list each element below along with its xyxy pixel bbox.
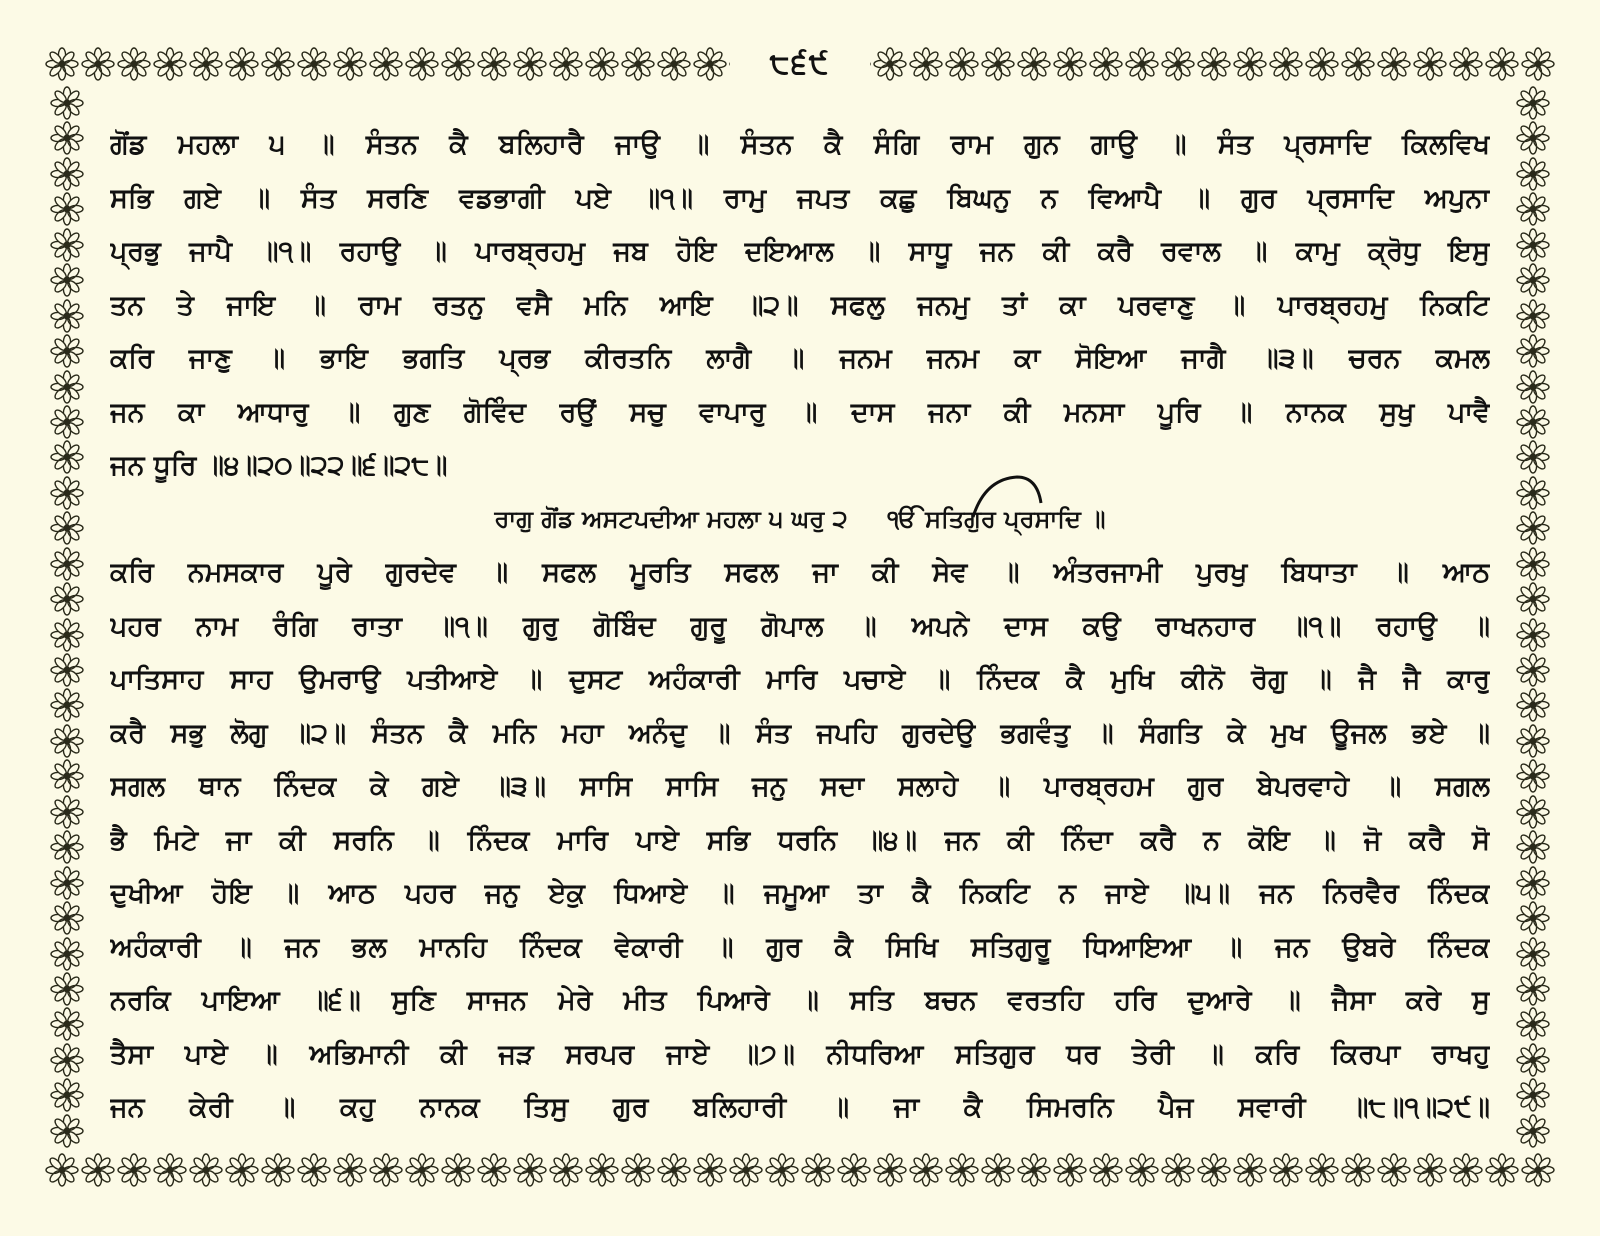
flower-ornament-icon (1516, 795, 1550, 829)
flower-ornament-icon (1516, 688, 1550, 722)
flower-ornament-icon (1413, 1153, 1447, 1187)
text-line: ਅਹੰਕਾਰੀ ॥ ਜਨ ਭਲ ਮਾਨਹਿ ਨਿੰਦਕ ਵੇਕਾਰੀ ॥ ਗੁਰ ਕੈ ਸਿਖਿ ਸਤਿਗੁਰੂ ਧਿਆਇਆ ॥ ਜਨ ਉਬਰੇ ਨਿੰਦਕ (110, 931, 1490, 963)
flower-ornament-icon (50, 582, 84, 616)
flower-ornament-icon (1516, 972, 1550, 1006)
flower-ornament-icon (1233, 47, 1267, 81)
text-line: ਭੈ ਮਿਟੇ ਜਾ ਕੀ ਸਰਨਿ ॥ ਨਿੰਦਕ ਮਾਰਿ ਪਾਏ ਸਭਿ ਧਰਨਿ ॥੪॥ ਜਨ ਕੀ ਨਿੰਦਾ ਕਰੈ ਨ ਕੋਇ ॥ ਜੋ ਕਰੈ ਸੋ (110, 824, 1490, 856)
flower-ornament-icon (585, 1153, 619, 1187)
border-left (45, 86, 89, 1148)
mool-mantar-heading: ੴ ਸਤਿਗੁਰ ਪ੍ਰਸਾਦਿ ॥ (887, 504, 1106, 533)
text-line: ਕਰੈ ਸਭੁ ਲੋਗੁ ॥੨॥ ਸੰਤਨ ਕੈ ਮਨਿ ਮਹਾ ਅਨੰਦੁ ॥ ਸੰਤ ਜਪਹਿ ਗੁਰਦੇਉ ਭਗਵੰਤੁ ॥ ਸੰਗਤਿ ਕੇ ਮੁਖ ਊਜਲ ਭਏ ॥ (110, 717, 1490, 749)
flower-ornament-icon (405, 1153, 439, 1187)
flower-ornament-icon (585, 47, 619, 81)
flower-ornament-icon (261, 1153, 295, 1187)
border-right (1511, 86, 1555, 1148)
flower-ornament-icon (50, 334, 84, 368)
flower-ornament-icon (1516, 228, 1550, 262)
stanza-2 (110, 546, 1490, 1135)
flower-ornament-icon (1516, 192, 1550, 226)
text-line: ਕਰਿ ਨਮਸਕਾਰ ਪੂਰੇ ਗੁਰਦੇਵ ॥ ਸਫਲ ਮੂਰਤਿ ਸਫਲ ਜਾ ਕੀ ਸੇਵ ॥ ਅੰਤਰਜਾਮੀ ਪੁਰਖੁ ਬਿਧਾਤਾ ॥ ਆਠ (110, 557, 1490, 588)
flower-ornament-icon (1413, 47, 1447, 81)
flower-ornament-icon (1516, 263, 1550, 297)
flower-ornament-icon (1516, 937, 1550, 971)
flower-ornament-icon (1233, 1153, 1267, 1187)
flower-ornament-icon (1161, 1153, 1195, 1187)
raag-heading: ਰਾਗੁ ਗੋਂਡ ਅਸਟਪਦੀਆ ਮਹਲਾ ੫ ਘਰੁ ੨ (494, 504, 848, 533)
flower-ornament-icon (50, 511, 84, 545)
flower-ornament-icon (369, 1153, 403, 1187)
flower-ornament-icon (945, 1153, 979, 1187)
flower-ornament-icon (1516, 299, 1550, 333)
flower-ornament-icon (1516, 440, 1550, 474)
flower-ornament-icon (1449, 1153, 1483, 1187)
flower-ornament-icon (1053, 47, 1087, 81)
flower-ornament-icon (225, 47, 259, 81)
flower-ornament-icon (693, 1153, 727, 1187)
flower-ornament-icon (1521, 47, 1555, 81)
text-line: ਗੋਂਡ ਮਹਲਾ ੫ ॥ ਸੰਤਨ ਕੈ ਬਲਿਹਾਰੈ ਜਾਉ ॥ ਸੰਤਨ ਕੈ ਸੰਗਿ ਰਾਮ ਗੁਨ ਗਾਉ ॥ ਸੰਤ ਪ੍ਰਸਾਦਿ ਕਿਲਵਿਖ (110, 129, 1490, 160)
flower-ornament-icon (1516, 511, 1550, 545)
flower-ornament-icon (621, 1153, 655, 1187)
flower-ornament-icon (909, 1153, 943, 1187)
text-line: ਦੁਖੀਆ ਹੋਇ ॥ ਆਠ ਪਹਰ ਜਨੁ ਏਕੁ ਧਿਆਏ ॥ ਜਮੂਆ ਤਾ ਕੈ ਨਿਕਟਿ ਨ ਜਾਏ ॥੫॥ ਜਨ ਨਿਰਵੈਰ ਨਿੰਦਕ (110, 878, 1490, 909)
flower-ornament-icon (1516, 370, 1550, 404)
flower-ornament-icon (873, 47, 907, 81)
flower-ornament-icon (909, 47, 943, 81)
flower-ornament-icon (837, 1153, 871, 1187)
flower-ornament-icon (1516, 1043, 1550, 1077)
flower-ornament-icon (1197, 1153, 1231, 1187)
flower-ornament-icon (477, 47, 511, 81)
text-line: ਪ੍ਰਭੁ ਜਾਪੈ ॥੧॥ ਰਹਾਉ ॥ ਪਾਰਬ੍ਰਹਮੁ ਜਬ ਹੋਇ ਦਇਆਲ ॥ ਸਾਧੂ ਜਨ ਕੀ ਕਰੈ ਰਵਾਲ ॥ ਕਾਮੁ ਕ੍ਰੋਧੁ ਇਸੁ (110, 236, 1490, 267)
flower-ornament-icon (1377, 1153, 1411, 1187)
flower-ornament-icon (657, 1153, 691, 1187)
flower-ornament-icon (1516, 866, 1550, 900)
flower-ornament-icon (1341, 47, 1375, 81)
flower-ornament-icon (1089, 1153, 1123, 1187)
flower-ornament-icon (1161, 47, 1195, 81)
flower-ornament-icon (50, 299, 84, 333)
flower-ornament-icon (261, 47, 295, 81)
flower-ornament-icon (45, 47, 79, 81)
flower-ornament-icon (50, 121, 84, 155)
flower-ornament-icon (729, 1153, 763, 1187)
flower-ornament-icon (50, 440, 84, 474)
flower-ornament-icon (441, 47, 475, 81)
text-body (110, 118, 1490, 1135)
flower-ornament-icon (50, 157, 84, 191)
flower-ornament-icon (297, 47, 331, 81)
flower-ornament-icon (1516, 121, 1550, 155)
flower-ornament-icon (1485, 1153, 1519, 1187)
flower-ornament-icon (1521, 1153, 1555, 1187)
flower-ornament-icon (50, 476, 84, 510)
text-line: ਪਹਰ ਨਾਮ ਰੰਗਿ ਰਾਤਾ ॥੧॥ ਗੁਰੁ ਗੋਬਿੰਦ ਗੁਰੂ ਗੋਪਾਲ ॥ ਅਪਨੇ ਦਾਸ ਕਉ ਰਾਖਨਹਾਰ ॥੧॥ ਰਹਾਉ ॥ (110, 610, 1490, 642)
page-number: ੮੬੯ (769, 45, 831, 81)
flower-ornament-icon (801, 1153, 835, 1187)
flower-ornament-icon (1269, 47, 1303, 81)
flower-ornament-icon (81, 47, 115, 81)
flower-ornament-icon (153, 1153, 187, 1187)
flower-ornament-icon (333, 47, 367, 81)
flower-ornament-icon (1089, 47, 1123, 81)
text-line: ਕਰਿ ਜਾਣੁ ॥ ਭਾਇ ਭਗਤਿ ਪ੍ਰਭ ਕੀਰਤਨਿ ਲਾਗੈ ॥ ਜਨਮ ਜਨਮ ਕਾ ਸੋਇਆ ਜਾਗੈ ॥੩॥ ਚਰਨ ਕਮਲ (110, 343, 1490, 374)
flower-ornament-icon (1516, 724, 1550, 758)
flower-ornament-icon (1017, 47, 1051, 81)
flower-ornament-icon (1516, 901, 1550, 935)
flower-ornament-icon (50, 263, 84, 297)
flower-ornament-icon (441, 1153, 475, 1187)
flower-ornament-icon (1516, 618, 1550, 652)
flower-ornament-icon (1516, 582, 1550, 616)
flower-ornament-icon (765, 1153, 799, 1187)
text-line: ਜਨ ਕਾ ਆਧਾਰੁ ॥ ਗੁਣ ਗੋਵਿੰਦ ਰਉਂ ਸਚੁ ਵਾਪਾਰੁ ॥ ਦਾਸ ਜਨਾ ਕੀ ਮਨਸਾ ਪੂਰਿ ॥ ਨਾਨਕ ਸੁਖੁ ਪਾਵੈ (110, 396, 1490, 428)
flower-ornament-icon (189, 1153, 223, 1187)
text-line: ਸਭਿ ਗਏ ॥ ਸੰਤ ਸਰਣਿ ਵਡਭਾਗੀ ਪਏ ॥੧॥ ਰਾਮੁ ਜਪਤ ਕਛੁ ਬਿਘਨੁ ਨ ਵਿਆਪੈ ॥ ਗੁਰ ਪ੍ਰਸਾਦਿ ਅਪੁਨਾ (110, 182, 1490, 214)
flower-ornament-icon (1125, 47, 1159, 81)
flower-ornament-icon (50, 937, 84, 971)
flower-ornament-icon (50, 866, 84, 900)
flower-ornament-icon (117, 47, 151, 81)
flower-ornament-icon (1305, 47, 1339, 81)
section-heading (110, 493, 1490, 547)
flower-ornament-icon (50, 724, 84, 758)
flower-ornament-icon (1516, 334, 1550, 368)
flower-ornament-icon (50, 972, 84, 1006)
flower-ornament-icon (50, 1078, 84, 1112)
text-line: ਤਨ ਤੇ ਜਾਇ ॥ ਰਾਮ ਰਤਨੁ ਵਸੈ ਮਨਿ ਆਇ ॥੨॥ ਸਫਲੁ ਜਨਮੁ ਤਾਂ ਕਾ ਪਰਵਾਣੁ ॥ ਪਾਰਬ੍ਰਹਮੁ ਨਿਕਟਿ (110, 289, 1490, 321)
flower-ornament-icon (1516, 405, 1550, 439)
page-number-container (730, 40, 870, 86)
flower-ornament-icon (50, 653, 84, 687)
flower-ornament-icon (1516, 1114, 1550, 1148)
flower-ornament-icon (50, 1043, 84, 1077)
flower-ornament-icon (50, 86, 84, 120)
flower-ornament-icon (50, 370, 84, 404)
flower-ornament-icon (1341, 1153, 1375, 1187)
flower-ornament-icon (189, 47, 223, 81)
flower-ornament-icon (621, 47, 655, 81)
flower-ornament-icon (513, 47, 547, 81)
text-line: ਜਨ ਧੂਰਿ ॥੪॥੨੦॥੨੨॥੬॥੨੮॥ (110, 450, 448, 481)
text-line: ਸਗਲ ਥਾਨ ਨਿੰਦਕ ਕੇ ਗਏ ॥੩॥ ਸਾਸਿ ਸਾਸਿ ਜਨੁ ਸਦਾ ਸਲਾਹੇ ॥ ਪਾਰਬ੍ਰਹਮ ਗੁਰ ਬੇਪਰਵਾਹੇ ॥ ਸਗਲ (110, 771, 1490, 802)
flower-ornament-icon (1516, 476, 1550, 510)
flower-ornament-icon (50, 688, 84, 722)
flower-ornament-icon (981, 1153, 1015, 1187)
flower-ornament-icon (333, 1153, 367, 1187)
flower-ornament-icon (657, 47, 691, 81)
flower-ornament-icon (1197, 47, 1231, 81)
flower-ornament-icon (50, 759, 84, 793)
flower-ornament-icon (1485, 47, 1519, 81)
flower-ornament-icon (981, 47, 1015, 81)
flower-ornament-icon (1053, 1153, 1087, 1187)
flower-ornament-icon (50, 618, 84, 652)
flower-ornament-icon (225, 1153, 259, 1187)
flower-ornament-icon (1516, 1078, 1550, 1112)
text-line: ਪਾਤਿਸਾਹ ਸਾਹ ਉਮਰਾਉ ਪਤੀਆਏ ॥ ਦੁਸਟ ਅਹੰਕਾਰੀ ਮਾਰਿ ਪਚਾਏ ॥ ਨਿੰਦਕ ਕੈ ਮੁਖਿ ਕੀਨੋ ਰੋਗੁ ॥ ਜੈ ਜੈ ਕਾਰੁ (110, 664, 1490, 695)
flower-ornament-icon (1017, 1153, 1051, 1187)
flower-ornament-icon (693, 47, 727, 81)
text-line: ਜਨ ਕੇਰੀ ॥ ਕਹੁ ਨਾਨਕ ਤਿਸੁ ਗੁਰ ਬਲਿਹਾਰੀ ॥ ਜਾ ਕੈ ਸਿਮਰਨਿ ਪੈਜ ਸਵਾਰੀ ॥੮॥੧॥੨੯॥ (110, 1092, 1490, 1123)
flower-ornament-icon (50, 405, 84, 439)
flower-ornament-icon (50, 192, 84, 226)
flower-ornament-icon (1377, 47, 1411, 81)
ek-onkar-arc-icon (965, 473, 1045, 521)
flower-ornament-icon (50, 901, 84, 935)
flower-ornament-icon (1516, 830, 1550, 864)
flower-ornament-icon (477, 1153, 511, 1187)
flower-ornament-icon (153, 47, 187, 81)
flower-ornament-icon (1516, 547, 1550, 581)
flower-ornament-icon (1125, 1153, 1159, 1187)
flower-ornament-icon (1449, 47, 1483, 81)
flower-ornament-icon (369, 47, 403, 81)
flower-ornament-icon (1516, 86, 1550, 120)
flower-ornament-icon (1516, 1007, 1550, 1041)
flower-ornament-icon (405, 47, 439, 81)
flower-ornament-icon (1516, 653, 1550, 687)
text-line: ਨਰਕਿ ਪਾਇਆ ॥੬॥ ਸੁਣਿ ਸਾਜਨ ਮੇਰੇ ਮੀਤ ਪਿਆਰੇ ॥ ਸਤਿ ਬਚਨ ਵਰਤਹਿ ਹਰਿ ਦੁਆਰੇ ॥ ਜੈਸਾ ਕਰੇ ਸੁ (110, 985, 1490, 1016)
flower-ornament-icon (945, 47, 979, 81)
flower-ornament-icon (81, 1153, 115, 1187)
flower-ornament-icon (873, 1153, 907, 1187)
flower-ornament-icon (50, 1114, 84, 1148)
flower-ornament-icon (50, 795, 84, 829)
flower-ornament-icon (1305, 1153, 1339, 1187)
border-bottom (45, 1148, 1555, 1192)
text-line: ਤੈਸਾ ਪਾਏ ॥ ਅਭਿਮਾਨੀ ਕੀ ਜੜ ਸਰਪਰ ਜਾਏ ॥੭॥ ਨੀਧਰਿਆ ਸਤਿਗੁਰ ਧਰ ਤੇਰੀ ॥ ਕਰਿ ਕਿਰਪਾ ਰਾਖਹੁ (110, 1038, 1490, 1070)
flower-ornament-icon (1269, 1153, 1303, 1187)
flower-ornament-icon (50, 830, 84, 864)
flower-ornament-icon (45, 1153, 79, 1187)
flower-ornament-icon (513, 1153, 547, 1187)
flower-ornament-icon (297, 1153, 331, 1187)
flower-ornament-icon (117, 1153, 151, 1187)
flower-ornament-icon (50, 547, 84, 581)
flower-ornament-icon (50, 228, 84, 262)
flower-ornament-icon (549, 47, 583, 81)
stanza-1 (110, 118, 1490, 493)
flower-ornament-icon (1516, 759, 1550, 793)
flower-ornament-icon (549, 1153, 583, 1187)
flower-ornament-icon (50, 1007, 84, 1041)
flower-ornament-icon (1516, 157, 1550, 191)
